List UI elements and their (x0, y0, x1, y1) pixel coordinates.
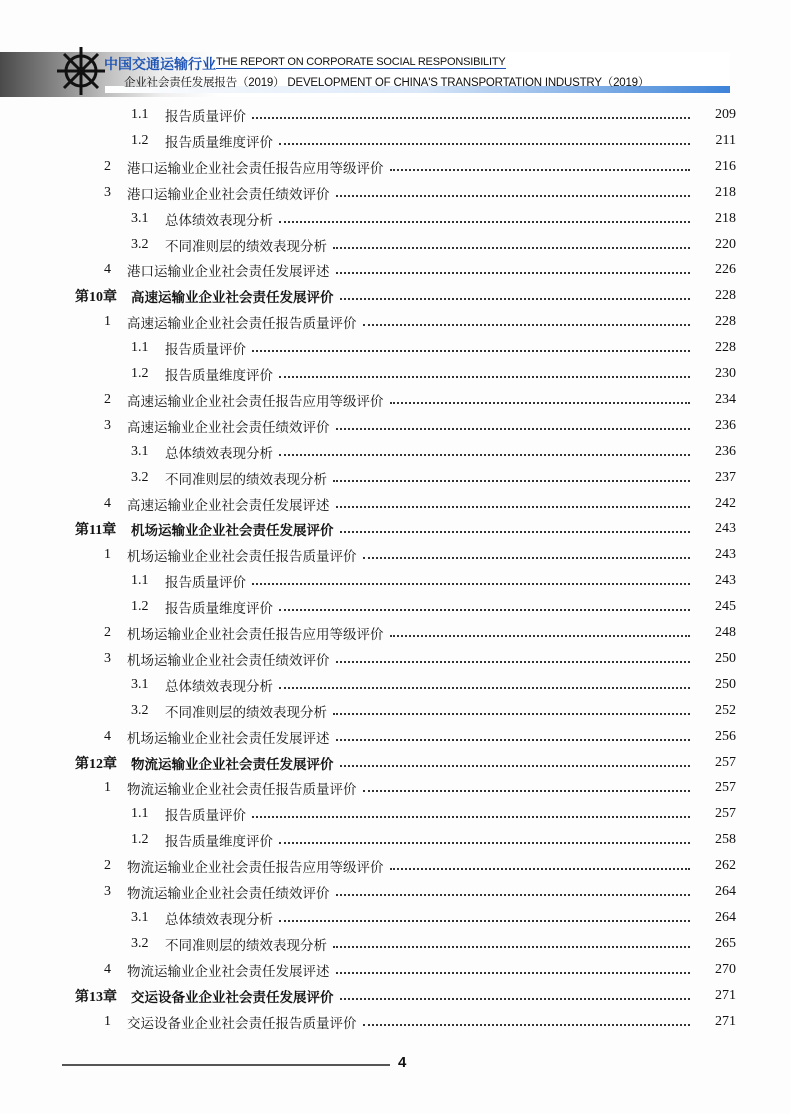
toc-entry-number: 3.1 (131, 443, 149, 459)
toc-entry-page: 243 (715, 547, 736, 563)
toc-entry-page: 243 (715, 521, 736, 537)
toc-entry-title-wrap (165, 105, 696, 125)
toc-entry-title-wrap (131, 286, 696, 306)
toc-entry[interactable] (0, 363, 736, 385)
toc-entry-title: 交运设备业企业社会责任报告质量评价 (127, 1015, 357, 1032)
toc-entry-page: 211 (715, 132, 736, 148)
toc-entry-page: 271 (715, 1013, 736, 1029)
toc-entry-title-wrap (165, 934, 696, 954)
toc-entry-title: 港口运输业企业社会责任报告应用等级评价 (127, 160, 384, 177)
toc-chapter[interactable] (0, 752, 736, 774)
toc-entry-title-wrap (127, 623, 696, 643)
toc-entry-page: 218 (715, 184, 736, 200)
toc-entry-title: 报告质量评价 (165, 808, 246, 825)
toc-entry[interactable] (0, 726, 736, 748)
toc-entry-number: 4 (104, 262, 111, 278)
toc-entry-page: 264 (715, 884, 736, 899)
toc-entry-title-wrap (127, 960, 696, 980)
toc-entry-title-wrap (127, 649, 696, 669)
dot-leader (279, 221, 690, 223)
toc-entry-title: 不同准则层的绩效表现分析 (165, 238, 327, 255)
toc-entry-title-wrap (127, 856, 696, 876)
dot-leader (333, 713, 690, 715)
toc-entry-title: 物流运输业企业社会责任报告应用等级评价 (127, 860, 384, 877)
toc-entry[interactable] (0, 208, 736, 230)
toc-entry-title-wrap (127, 260, 696, 280)
dot-leader (279, 920, 690, 922)
toc-entry-page: 242 (715, 495, 736, 511)
toc-entry-number: 3.2 (131, 469, 149, 485)
toc-entry[interactable] (0, 907, 736, 929)
toc-entry-title: 港口运输业企业社会责任绩效评价 (127, 186, 330, 203)
toc-entry-page: 228 (715, 314, 736, 330)
toc-entry-title: 物流运输业企业社会责任发展评述 (127, 963, 330, 980)
header-en-subtitle: DEVELOPMENT OF CHINA'S TRANSPORTATION INDUSTRY（2019） (287, 77, 650, 89)
toc-entry-title-wrap (131, 986, 696, 1006)
toc-entry-page: 257 (715, 780, 736, 796)
toc-entry-title-wrap (165, 235, 696, 255)
toc-entry-title: 报告质量评价 (165, 109, 246, 125)
toc-entry-title-wrap (127, 183, 696, 203)
dot-leader (279, 609, 690, 611)
toc-entry-page: 265 (715, 935, 736, 951)
toc-entry-title: 高速运输业企业社会责任发展评价 (131, 290, 334, 307)
toc-entry-title-wrap (127, 416, 696, 436)
toc-entry-title: 报告质量评价 (165, 342, 246, 359)
toc-entry-page: 209 (715, 107, 736, 122)
toc-chapter[interactable] (0, 518, 736, 540)
toc-entry-number: 2 (104, 858, 111, 874)
toc-entry-number: 第11章 (75, 523, 117, 539)
toc-entry-title-wrap (165, 597, 696, 617)
toc-entry-number: 第10章 (75, 290, 117, 306)
toc-entry-title: 不同准则层的绩效表现分析 (165, 471, 327, 488)
toc-entry-page: 258 (715, 832, 736, 848)
toc-entry[interactable] (0, 622, 736, 644)
toc-entry-number: 3.1 (131, 210, 149, 226)
toc-entry-page: 228 (715, 340, 736, 356)
toc-entry-title-wrap (127, 545, 696, 565)
dot-leader (336, 972, 691, 974)
toc-entry-page: 262 (715, 858, 736, 874)
toc-entry-number: 4 (104, 728, 111, 744)
dot-leader (279, 842, 690, 844)
toc-entry-number: 4 (104, 495, 111, 511)
toc-entry-title-wrap (127, 1012, 696, 1032)
toc-entry-page: 226 (715, 262, 736, 278)
toc-entry-title-wrap (165, 131, 696, 151)
toc-entry-title-wrap (165, 468, 696, 488)
toc-entry-number: 3.2 (131, 702, 149, 718)
toc-entry-title: 机场运输业企业社会责任报告应用等级评价 (127, 627, 384, 643)
toc-entry-title: 物流运输业企业社会责任报告质量评价 (127, 782, 357, 799)
toc-entry[interactable] (0, 493, 736, 515)
toc-entry[interactable] (0, 700, 736, 722)
toc-entry-title: 报告质量维度评价 (165, 601, 273, 618)
toc-entry-title: 总体绩效表现分析 (165, 445, 273, 462)
toc-entry-page: 250 (715, 650, 736, 666)
toc-entry-title: 高速运输业企业社会责任发展评述 (127, 497, 330, 514)
toc-entry-title: 机场运输业企业社会责任发展评价 (131, 523, 334, 540)
dot-leader (363, 557, 691, 559)
toc-entry[interactable] (0, 259, 736, 281)
toc-entry-page: 271 (715, 987, 736, 1003)
toc-entry-page: 257 (715, 754, 736, 770)
toc-entry-page: 245 (715, 599, 736, 615)
toc-entry-title: 总体绩效表现分析 (165, 911, 273, 928)
toc-entry-title: 高速运输业企业社会责任绩效评价 (127, 419, 330, 436)
ship-wheel-icon (55, 45, 107, 97)
dot-leader (363, 324, 691, 326)
toc-entry-page: 236 (715, 417, 736, 433)
toc-entry-title: 报告质量维度评价 (165, 134, 273, 151)
toc-entry-number: 3.2 (131, 236, 149, 252)
toc-entry-title-wrap (165, 442, 696, 462)
toc-entry-title: 总体绩效表现分析 (165, 212, 273, 229)
dot-leader (252, 583, 690, 585)
toc-entry-title-wrap (165, 804, 696, 824)
toc-entry-title-wrap (165, 209, 696, 229)
toc-entry[interactable] (0, 234, 736, 256)
toc-entry-number: 1.1 (131, 107, 149, 122)
toc-entry-page: 218 (715, 210, 736, 226)
header-cn-title: 中国交通运输行业 (104, 57, 216, 73)
toc-entry-title-wrap (165, 364, 696, 384)
dot-leader (340, 998, 691, 1000)
toc-entry-number: 2 (104, 158, 111, 174)
toc-chapter[interactable] (0, 985, 736, 1007)
dot-leader (333, 480, 690, 482)
dot-leader (390, 169, 691, 171)
toc-entry-page: 234 (715, 391, 736, 407)
toc-entry-title-wrap (127, 882, 696, 902)
toc-entry-page: 216 (715, 158, 736, 174)
toc-entry-title: 物流运输业企业社会责任绩效评价 (127, 886, 330, 902)
toc-entry-number: 3 (104, 884, 111, 899)
toc-entry-page: 248 (715, 625, 736, 640)
dot-leader (336, 894, 691, 896)
dot-leader (336, 272, 691, 274)
toc-entry[interactable] (0, 933, 736, 955)
toc-entry-number: 第13章 (75, 989, 117, 1005)
toc-entry-number: 1.2 (131, 832, 149, 848)
dot-leader (279, 687, 690, 689)
toc-entry-number: 1.2 (131, 366, 149, 381)
toc-entry-title-wrap (165, 908, 696, 928)
toc-entry-number: 1.1 (131, 806, 149, 822)
toc-entry[interactable] (0, 855, 736, 877)
toc-entry-page: 250 (715, 676, 736, 692)
toc-entry[interactable] (0, 130, 736, 152)
toc-entry-page: 236 (715, 443, 736, 459)
dot-leader (390, 868, 691, 870)
toc-entry[interactable] (0, 829, 736, 851)
dot-leader (340, 298, 691, 300)
toc-entry[interactable] (0, 415, 736, 437)
toc-entry-number: 2 (104, 391, 111, 407)
toc-entry-number: 3 (104, 417, 111, 433)
toc-entry-title-wrap (165, 830, 696, 850)
toc-entry-title-wrap (165, 571, 696, 591)
toc-entry[interactable] (0, 104, 736, 126)
toc-entry-title-wrap (127, 778, 696, 798)
toc-entry-number: 2 (104, 625, 111, 640)
toc-entry-page: 220 (715, 236, 736, 252)
dot-leader (340, 765, 691, 767)
toc-entry-title-wrap (131, 753, 696, 773)
dot-leader (363, 1024, 691, 1026)
toc-entry[interactable] (0, 648, 736, 670)
toc-entry-number: 1.2 (131, 132, 149, 148)
toc-entry-page: 228 (715, 288, 736, 304)
toc-entry[interactable] (0, 389, 736, 411)
toc-entry-title: 不同准则层的绩效表现分析 (165, 704, 327, 721)
dot-leader (279, 143, 690, 145)
toc-entry-number: 1 (104, 547, 111, 563)
toc-entry[interactable] (0, 803, 736, 825)
toc-entry-title: 机场运输业企业社会责任绩效评价 (127, 652, 330, 669)
toc-entry-page: 257 (715, 806, 736, 822)
toc-entry-title: 港口运输业企业社会责任发展评述 (127, 264, 330, 281)
toc-entry-page: 230 (715, 366, 736, 381)
toc-entry-title-wrap (165, 338, 696, 358)
header-subtitle (124, 74, 649, 90)
toc-entry-page: 256 (715, 728, 736, 744)
dot-leader (252, 117, 690, 119)
dot-leader (333, 946, 690, 948)
dot-leader (252, 816, 690, 818)
footer-rule (62, 1064, 390, 1066)
toc-entry-title: 报告质量维度评价 (165, 368, 273, 384)
toc-entry-number: 1.1 (131, 573, 149, 589)
toc-entry-number: 3.1 (131, 676, 149, 692)
toc-entry[interactable] (0, 596, 736, 618)
toc-entry-title: 报告质量维度评价 (165, 834, 273, 851)
toc-entry-number: 3.1 (131, 909, 149, 925)
dot-leader (336, 195, 691, 197)
toc-entry[interactable] (0, 570, 736, 592)
toc-entry-title-wrap (127, 727, 696, 747)
toc-entry-number: 1.2 (131, 599, 149, 615)
toc-entry[interactable] (0, 441, 736, 463)
toc-entry-number: 3 (104, 184, 111, 200)
toc-entry-title: 报告质量评价 (165, 575, 246, 592)
toc-entry-page: 243 (715, 573, 736, 589)
toc-entry[interactable] (0, 337, 736, 359)
toc-entry-title: 不同准则层的绩效表现分析 (165, 937, 327, 954)
dot-leader (390, 402, 691, 404)
toc-entry-page: 270 (715, 961, 736, 977)
toc-chapter[interactable] (0, 285, 736, 307)
toc-entry-title: 总体绩效表现分析 (165, 678, 273, 695)
toc-entry-number: 1.1 (131, 340, 149, 356)
dot-leader (252, 350, 690, 352)
toc-entry-title: 高速运输业企业社会责任报告质量评价 (127, 316, 357, 333)
dot-leader (336, 428, 691, 430)
dot-leader (363, 790, 691, 792)
toc-entry-number: 4 (104, 961, 111, 977)
dot-leader (336, 506, 691, 508)
header-en-title: THE REPORT ON CORPORATE SOCIAL RESPONSIBILITY (216, 56, 506, 68)
toc-entry-number: 1 (104, 780, 111, 796)
toc-entry-page: 264 (715, 909, 736, 925)
dot-leader (333, 247, 690, 249)
toc-entry[interactable] (0, 311, 736, 333)
toc-entry-number: 第12章 (75, 756, 117, 772)
toc-entry-number: 1 (104, 1013, 111, 1029)
toc-entry-title-wrap (127, 390, 696, 410)
dot-leader (390, 635, 691, 637)
toc-entry[interactable] (0, 467, 736, 489)
toc-entry[interactable] (0, 959, 736, 981)
toc-entry-title: 交运设备业企业社会责任发展评价 (131, 989, 334, 1006)
toc-entry-page: 252 (715, 702, 736, 718)
toc-entry[interactable] (0, 544, 736, 566)
toc-entry-page: 237 (715, 469, 736, 485)
toc-entry[interactable] (0, 674, 736, 696)
toc-entry-number: 3 (104, 650, 111, 666)
toc-entry[interactable] (0, 881, 736, 903)
page-number: 4 (398, 1054, 407, 1071)
toc-entry[interactable] (0, 156, 736, 178)
header-cn-subtitle: 企业社会责任发展报告（2019） (124, 77, 285, 89)
toc-entry-title-wrap (165, 675, 696, 695)
toc-entry-title: 机场运输业企业社会责任发展评述 (127, 730, 330, 747)
toc-entry-title: 物流运输业企业社会责任发展评价 (131, 756, 334, 773)
toc-entry-title-wrap (131, 519, 696, 539)
toc-entry[interactable] (0, 1011, 736, 1033)
toc-entry-title-wrap (127, 157, 696, 177)
toc-entry-title-wrap (127, 494, 696, 514)
dot-leader (279, 376, 690, 378)
toc-entry-title-wrap (127, 312, 696, 332)
toc-entry[interactable] (0, 777, 736, 799)
dot-leader (279, 454, 690, 456)
dot-leader (336, 739, 691, 741)
dot-leader (336, 661, 691, 663)
toc-entry[interactable] (0, 182, 736, 204)
toc-entry-title-wrap (165, 701, 696, 721)
toc-entry-number: 3.2 (131, 935, 149, 951)
toc-entry-title: 高速运输业企业社会责任报告应用等级评价 (127, 393, 384, 410)
dot-leader (340, 531, 691, 533)
toc-entry-number: 1 (104, 314, 111, 330)
toc-entry-title: 机场运输业企业社会责任报告质量评价 (127, 549, 357, 566)
